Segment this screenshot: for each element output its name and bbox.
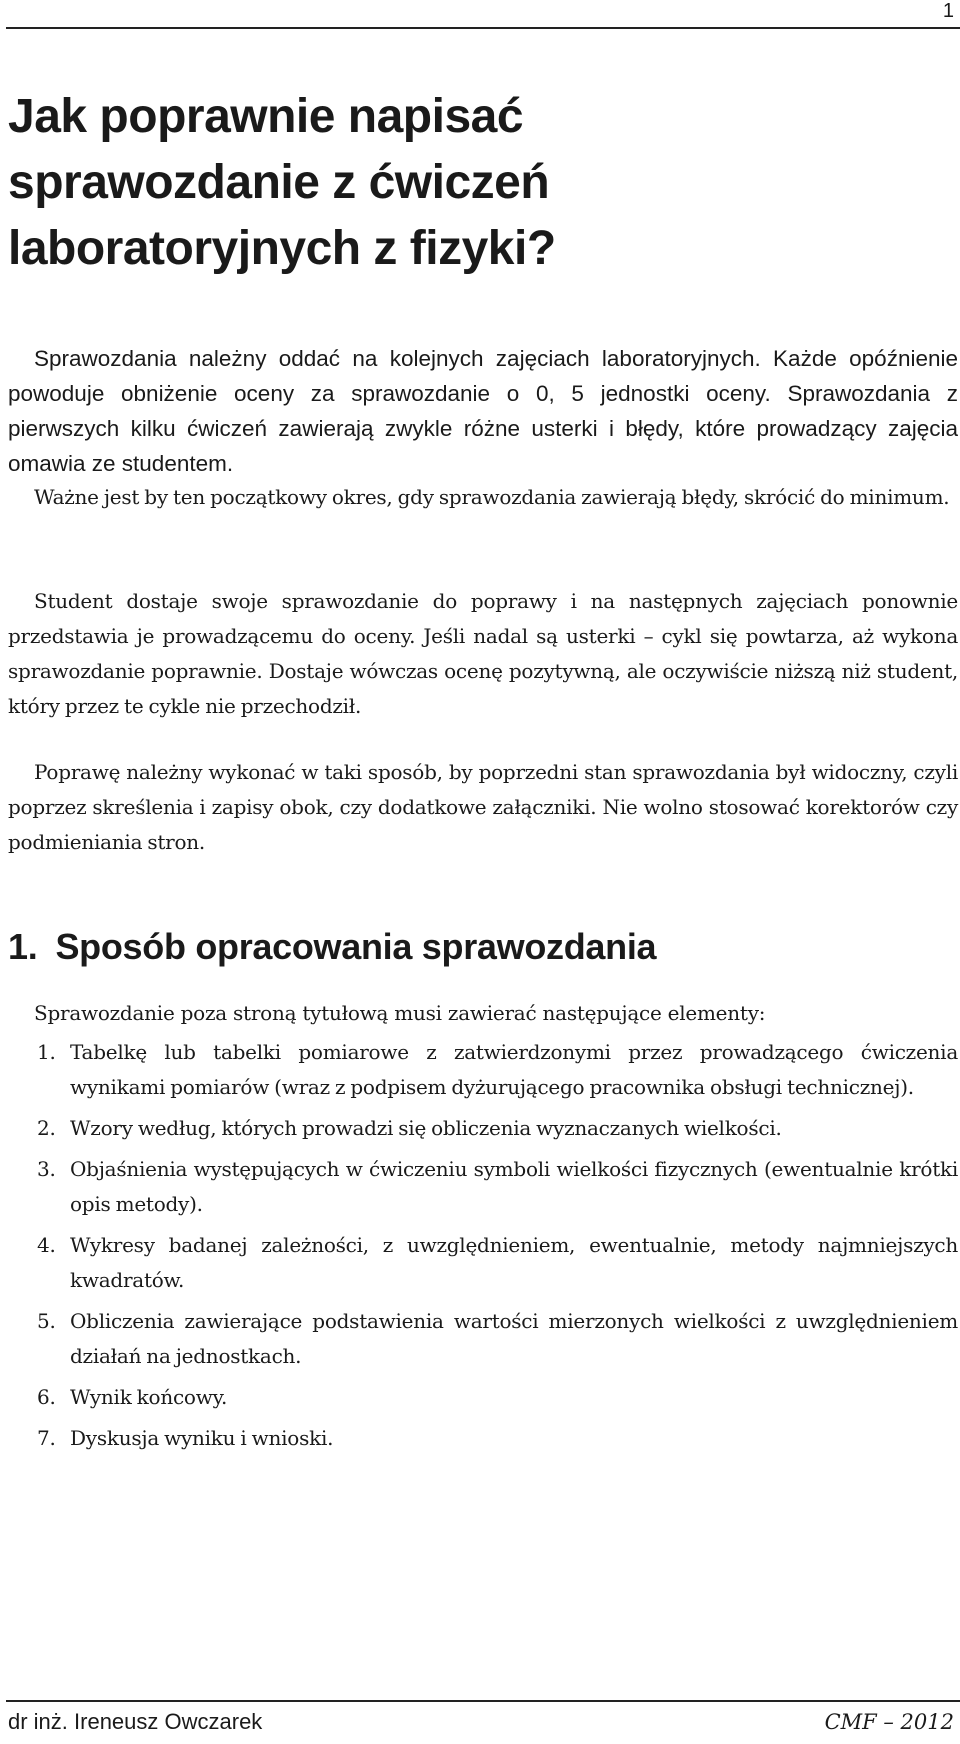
section-heading (8, 925, 656, 969)
list-item-text: Dyskusja wyniku i wnioski. (70, 1426, 334, 1450)
footer-label: CMF – 2012 (824, 1710, 954, 1734)
title-line-1: Jak poprawnie napisać (8, 90, 524, 143)
paragraph-initial-period: Ważne jest by ten początkowy okres, gdy sprawozdania zawierają błędy, skrócić do minimum. (34, 485, 950, 509)
paragraph-correction-rules: Poprawę należny wykonać w taki sposób, by poprzedni stan sprawozdania był widoczny, czyli poprzez skreślenia i zapisy obok, czy dodatkowe załączniki. Nie wolno stosować korektorów czy podmieniania stron. (8, 760, 958, 854)
list-marker: 6. (37, 1385, 56, 1409)
title-line-2: sprawozdanie z ćwiczeń (8, 156, 550, 209)
list-item (0, 1380, 958, 1415)
title-line-3: laboratoryjnych z fizyki? (8, 222, 556, 275)
list-marker: 3. (37, 1157, 56, 1181)
list-marker: 7. (37, 1426, 56, 1450)
paragraph-submission: Sprawozdania należny oddać na kolejnych zajęciach laboratoryjnych. Każde opóźnienie powoduje obniżenie oceny za sprawozdanie o 0, 5 jednostki oceny. Sprawozdania z pierwszych kilku ćwiczeń zawierają zwykle różne usterki i błędy, które prowadzący zajęcia omawia ze studentem. (8, 346, 958, 476)
list-item-text: Wzory według, których prowadzi się obliczenia wyznaczanych wielkości. (70, 1116, 782, 1140)
list-marker: 5. (37, 1309, 56, 1333)
required-elements-list (0, 1035, 958, 1462)
paragraph-correction-cycle: Student dostaje swoje sprawozdanie do poprawy i na następnych zajęciach ponownie przedstawia je prowadzącemu do oceny. Jeśli nadal są usterki – cykl się powtarza, aż wykona sprawozdanie poprawnie. Dostaje wówczas ocenę pozytywną, ale oczywiście niższą niż student, który przez te cykle nie przechodził. (8, 589, 958, 718)
list-item (0, 1111, 958, 1146)
list-item (0, 1152, 958, 1222)
list-marker: 2. (37, 1116, 56, 1140)
header-rule (6, 27, 960, 29)
list-item (0, 1035, 958, 1105)
list-item-text: Tabelkę lub tabelki pomiarowe z zatwierdzonymi przez prowadzącego ćwiczenia wynikami pomiarów (wraz z podpisem dyżurującego pracownika obsługi technicznej). (70, 1040, 958, 1099)
section-title: Sposób opracowania sprawozdania (55, 926, 657, 967)
list-item (0, 1421, 958, 1456)
list-item-text: Wykresy badanej zależności, z uwzględnieniem, ewentualnie, metody najmniejszych kwadratów. (70, 1233, 958, 1292)
page-number: 1 (942, 0, 954, 22)
list-item (0, 1228, 958, 1298)
section-number: 1. (8, 926, 38, 967)
list-marker: 4. (37, 1233, 56, 1257)
footer-author: dr inż. Ireneusz Owczarek (8, 1709, 263, 1734)
list-marker: 1. (37, 1040, 56, 1064)
document-title (8, 84, 908, 282)
list-item (0, 1304, 958, 1374)
list-item-text: Wynik końcowy. (70, 1385, 228, 1409)
list-item-text: Obliczenia zawierające podstawienia wartości mierzonych wielkości z uwzględnieniem działań na jednostkach. (70, 1309, 958, 1368)
list-item-text: Objaśnienia występujących w ćwiczeniu symboli wielkości fizycznych (ewentualnie krótki opis metody). (70, 1157, 958, 1216)
footer-rule (6, 1700, 960, 1702)
section-intro: Sprawozdanie poza stroną tytułową musi zawierać następujące elementy: (34, 1001, 766, 1025)
